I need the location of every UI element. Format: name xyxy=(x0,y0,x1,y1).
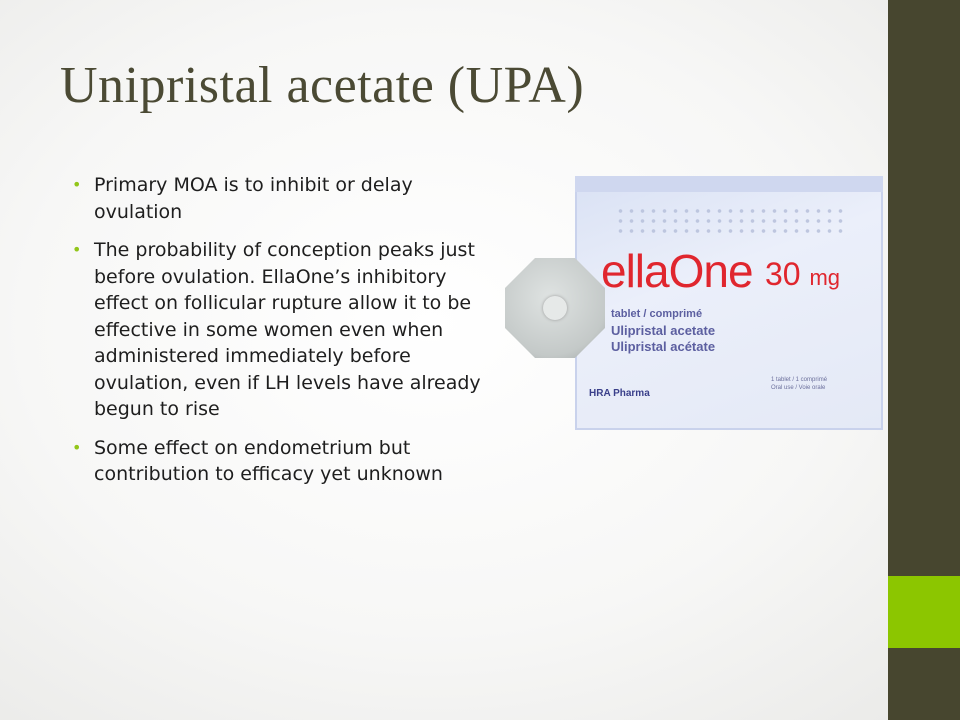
bullet-text: Some effect on endometrium but contribution to efficacy yet unknown xyxy=(94,436,443,485)
sidebar-accent-block xyxy=(888,576,960,648)
braille-pattern xyxy=(615,206,845,236)
bullet-text: Primary MOA is to inhibit or delay ovulation xyxy=(94,174,413,223)
bullet-item xyxy=(72,435,497,488)
product-photo xyxy=(505,170,883,432)
bullet-dot-icon: • xyxy=(72,240,82,259)
bullet-text: The probability of conception peaks just before ovulation. EllaOne’s inhibitory effect on follicular rupture allow it to be effective in some women even when administered immediately before ovulation, even if LH levels have already begun to rise xyxy=(94,239,481,420)
product-dose xyxy=(765,256,840,293)
bullet-item xyxy=(72,237,497,423)
bullet-item xyxy=(72,172,497,225)
product-ingredient-en: Ulipristal acetate xyxy=(611,323,716,338)
tablet-center xyxy=(543,296,567,320)
manufacturer-logo: HRA Pharma xyxy=(589,388,650,399)
product-brand: ellaOne xyxy=(601,245,753,297)
slide-title: Unipristal acetate (UPA) xyxy=(60,57,585,114)
product-ingredient-fr: Ulipristal acétate xyxy=(611,339,716,354)
product-box xyxy=(575,176,883,430)
bullet-dot-icon: • xyxy=(72,175,82,194)
bullet-dot-icon: • xyxy=(72,437,82,457)
dose-unit: mg xyxy=(809,265,841,290)
bullet-list xyxy=(72,172,497,500)
product-form: tablet / comprimé xyxy=(611,308,703,320)
box-top-band xyxy=(575,176,883,192)
product-note: 1 tablet / 1 comprimé Oral use / Voie orale xyxy=(771,377,828,391)
tablet-image xyxy=(505,258,605,358)
dose-number: 30 xyxy=(765,256,801,292)
